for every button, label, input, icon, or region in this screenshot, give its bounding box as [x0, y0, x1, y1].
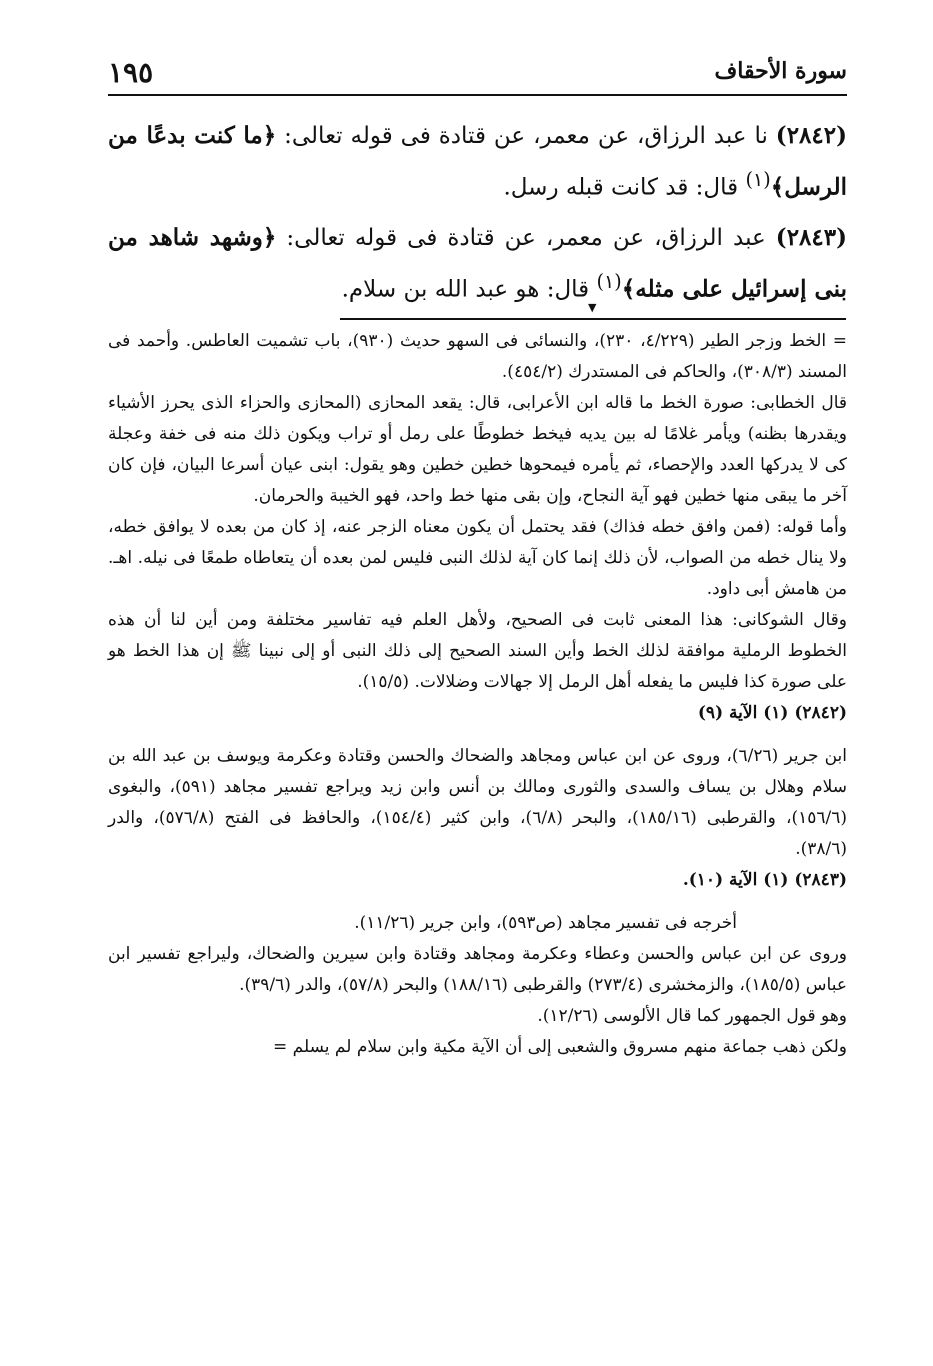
footnote-heading: (٢٨٤٣) (١) الآية (١٠).: [682, 870, 847, 890]
footnote-paragraph: ابن جرير (٦/٢٦)، وروى عن ابن عباس ومجاهد والضحاك والحسن وقتادة وعكرمة ويوسف بن عبد الله بن سلام وهلال بن يساف والسدى والثورى ومالك بن أنس وابن زيد ويراجع تفسير مجاهد (٥٩١)، والبغوى (١٥٦/٦)، والقرطبى (١٨٥/١٦)، والبحر (٦/٨)، وابن كثير (١٥٤/٤)، والحافظ فى الفتح (٥٧٦/٨)، والدر (٣٨/٦).: [108, 746, 847, 859]
footnote-paragraph: ولكن ذهب جماعة منهم مسروق والشعبى إلى أن الآية مكية وابن سلام لم يسلم =: [273, 1037, 847, 1057]
narration-text: عبد الرزاق، عن معمر، عن قتادة فى قوله تعالى:: [276, 224, 776, 251]
footnote-paragraph: وهو قول الجمهور كما قال الألوسى (١٢/٢٦).: [537, 1006, 847, 1026]
narration-number: (٢٨٤٢): [775, 122, 847, 149]
header-divider: [108, 94, 847, 96]
page-header: [108, 56, 847, 90]
footnote-paragraph: أخرجه فى تفسير مجاهد (ص٥٩٣)، وابن جرير (١١/٢٦).: [354, 913, 737, 933]
footnote-paragraph: = الخط وزجر الطير (٤/٢٢٩، ٢٣٠)، والنسائى فى السهو حديث (٩٣٠)، باب تشميت العاطس. وأحمد فى المسند (٣٠٨/٣)، والحاكم فى المستدرك (٤٥٤/٢).: [108, 331, 848, 382]
page-number: ١٩٥: [108, 56, 154, 89]
surah-title: سورة الأحقاف: [714, 58, 847, 84]
narration-text: قال: قد كانت قبله رسل.: [503, 174, 746, 201]
footnote-paragraph: وروى عن ابن عباس والحسن وعطاء وعكرمة ومجاهد وقتادة وابن سيرين والضحاك، وليراجع تفسير ابن عباس (١٨٥/٥)، والزمخشرى (٢٧٣/٤) والقرطبى (١٨٨/١٦) والبحر (٥٧/٨)، والدر (٣٩/٦).: [108, 944, 847, 995]
quran-verse: ﴿وشهد شاهد من بنى إسرائيل على مثله﴾: [108, 223, 847, 303]
narration-text: نا عبد الرزاق، عن معمر، عن قتادة فى قوله تعالى:: [276, 123, 776, 149]
narration-2842: [108, 114, 847, 210]
footnote-paragraph: وأما قوله: (فمن وافق خطه فذاك) فقد يحتمل أن يكون معناه الزجر عنه، إذ كان من بعده لا يوافق خطه، ولا ينال خطه من الصواب، لأن ذلك إنما كان آية لذلك النبى فليس لمن بعده أن يتعاطاه طمعًا فى نيله. اهـ. من هامش أبى داود.: [108, 517, 847, 599]
footnote-paragraph: قال الخطابى: صورة الخط ما قاله ابن الأعرابى، قال: يقعد المحازى (المحازى والحزاء الذى يحرز الأشياء ويقدرها بظنه) ويأمر غلامًا له بين يديه فيخط خطوطًا على رمل أو تراب ويكون ذلك منه فى خفة وعجلة كى لا يدركها العدد والإحصاء، ثم يأمره فيمحوها خطين خطين وهو يقول: ابنى عيان أسرعا البيان، فإن كان آخر ما يبقى منها خطين فهو آية النجاح، وإن بقى منها خط واحد، فهو الخيبة والحرمان.: [108, 393, 847, 506]
narration-2843: [108, 216, 847, 312]
narration-number: (٢٨٤٣): [775, 223, 847, 251]
footnote-divider: [340, 318, 846, 320]
footnote-paragraph: وقال الشوكانى: هذا المعنى ثابت فى الصحيح، ولأهل العلم فيه تفاسير مختلفة ومن أين لنا أن هذه الخطوط الرملية موافقة لذلك الخط وأين السند الصحيح إلى ذلك النبى أو إلى نبينا ﷺ إن هذا الخط هو على صورة كذا فليس ما يفعله أهل الرمل إلا جهالات وضلالات. (١٥/٥).: [108, 610, 847, 692]
continuation-marker: ▼: [588, 301, 597, 314]
quran-verse: ﴿ما كنت بدعًا من الرسل﴾: [108, 122, 847, 201]
footnote-heading: (٢٨٤٢) (١) الآية (٩): [697, 703, 847, 723]
main-text: [108, 114, 847, 317]
footnote-ref: (١): [745, 168, 771, 191]
footnote-ref: (١): [596, 269, 622, 293]
footnotes: [108, 326, 847, 1063]
narration-text: قال: هو عبد الله بن سلام.: [341, 276, 597, 303]
